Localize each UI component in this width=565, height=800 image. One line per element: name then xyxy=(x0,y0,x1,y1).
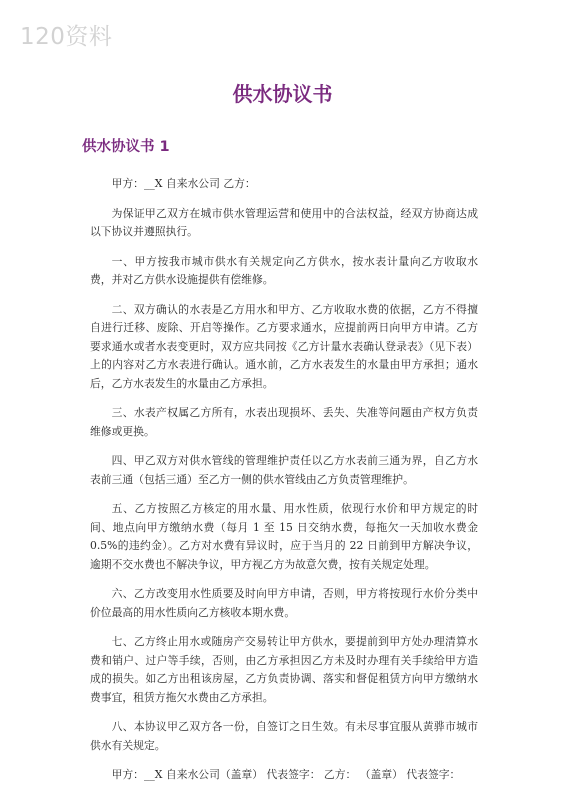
party-line: 甲方：__X 自来水公司 乙方： xyxy=(111,177,256,190)
signature-line: 甲方：__X 自来水公司（盖章） 代表签字： 乙方： （盖章） 代表签字： xyxy=(111,768,461,781)
paragraph-clause-3: 三、水表产权属乙方所有，水表出现损坏、丢失、失准等问题由产权方负责维修或更换。 xyxy=(90,406,478,438)
paragraph-clause-7: 七、乙方终止用水或随房产交易转让甲方供水，要提前到甲方处办理清算水费和销户、过户等手续，否则，由乙方承担因乙方未及时办理有关手续给甲方造成的损失。如乙方出租该房屋，乙方负责协调、落实和督促租赁方向甲方缴纳水费事宜，租赁方拖欠水费由乙方承担。 xyxy=(90,635,478,704)
paragraph-preamble: 为保证甲乙双方在城市供水管理运营和使用中的合法权益，经双方协商达成以下协议并遵照执行。 xyxy=(90,206,478,238)
paragraph-clause-8: 八、本协议甲乙双方各一份，自签订之日生效。有未尽事宜服从黄骅市城市供水有关规定。 xyxy=(90,720,478,752)
section-heading: 供水协议书 1 xyxy=(82,139,170,155)
document-body xyxy=(90,175,478,796)
paragraph-clause-1: 一、甲方按我市城市供水有关规定向乙方供水，按水表计量向乙方收取水费，并对乙方供水设施提供有偿维修。 xyxy=(90,254,478,286)
paragraph-clause-6: 六、乙方改变用水性质要及时向甲方申请，否则，甲方将按现行水价分类中价位最高的用水性质向乙方核收本期水费。 xyxy=(90,587,478,619)
paragraph-clause-2: 二、双方确认的水表是乙方用水和甲方、乙方收取水费的依据，乙方不得擅自进行迁移、废除、开启等操作。乙方要求通水，应提前两日向甲方申请。乙方要求通水或者水表变更时，双方应共同按《乙方计量水表确认登录表》（见下表）上的内容对乙方水表进行确认。通水前，乙方水表发生的水量由甲方承担；通水后，乙方水表发生的水量由乙方承担。 xyxy=(90,302,478,390)
document-title: 供水协议书 xyxy=(232,82,333,106)
watermark-logo: 120资料 xyxy=(20,24,113,50)
paragraph-clause-4: 四、甲乙双方对供水管线的管理维护责任以乙方水表前三通为界，自乙方水表前三通（包括三通）至乙方一侧的供水管线由乙方负责管理维护。 xyxy=(90,454,478,486)
paragraph-clause-5: 五、乙方按照乙方核定的用水量、用水性质，依现行水价和甲方规定的时间、地点向甲方缴纳水费（每月 1 至 15 日交纳水费，每拖欠一天加收水费金 0.5%的违约金）。乙方对水费有异议时，应于当月的 22 日前到甲方解决争议，逾期不交水费也不解决争议，甲方视乙方为故意欠费，按有关规定处理。 xyxy=(90,502,478,571)
